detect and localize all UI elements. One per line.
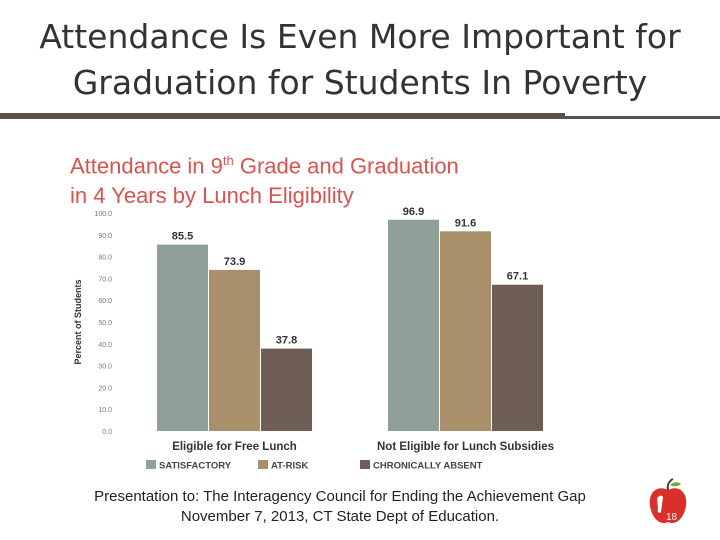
title-divider — [0, 113, 565, 119]
y-tick-label: 60.0 — [98, 298, 112, 306]
data-label: 73.9 — [223, 255, 246, 268]
legend-label: AT-RISK — [271, 460, 309, 472]
y-tick-label: 80.0 — [98, 254, 112, 262]
y-tick-label: 20.0 — [98, 385, 112, 393]
slide-title-line2: Graduation for Students In Poverty — [72, 63, 648, 102]
bar-satisfactory-2 — [388, 220, 439, 431]
chart-title-line1 — [70, 146, 630, 181]
y-tick-label: 70.0 — [98, 276, 112, 284]
title-divider-tail — [565, 116, 720, 119]
footer-citation — [60, 487, 620, 527]
y-tick-label: 40.0 — [98, 341, 112, 349]
slide-title-line1: Attendance Is Even More Important for — [39, 17, 681, 56]
y-tick-label: 90.0 — [98, 232, 112, 240]
legend-swatch — [360, 460, 370, 469]
page-number: 18 — [666, 512, 678, 523]
y-tick-label: 30.0 — [98, 363, 112, 371]
title-band — [0, 0, 720, 112]
chart-title-part2: Grade and Graduation — [233, 153, 459, 179]
bar-chart — [60, 200, 580, 480]
data-label: 67.1 — [506, 270, 529, 283]
data-label: 37.8 — [275, 334, 298, 347]
chart-title-line2: in 4 Years by Lunch Eligibility — [70, 183, 354, 209]
bar-chronically-absent-1 — [261, 349, 312, 431]
data-label: 91.6 — [454, 217, 477, 230]
data-label: 85.5 — [171, 230, 194, 243]
y-tick-label: 50.0 — [98, 320, 112, 327]
footer-line2: November 7, 2013, CT State Dept of Education. — [180, 508, 500, 525]
bar-at-risk-1 — [209, 270, 260, 431]
chart-title-part1: Attendance in 9 — [70, 153, 223, 179]
category-label: Eligible for Free Lunch — [172, 441, 297, 453]
y-tick-label: 100.0 — [94, 211, 112, 218]
bar-chronically-absent-2 — [492, 285, 543, 431]
legend-swatch — [146, 460, 156, 469]
legend-label: SATISFACTORY — [159, 460, 232, 472]
legend-label: CHRONICALLY ABSENT — [373, 460, 483, 472]
y-axis-label: Percent of Students — [73, 279, 83, 365]
y-tick-label: 0.0 — [102, 429, 112, 436]
bar-satisfactory-1 — [157, 245, 208, 431]
footer-line1: Presentation to: The Interagency Council for Ending the Achievement Gap — [94, 488, 586, 505]
chart-title-sup: th — [222, 153, 234, 168]
data-label: 96.9 — [402, 205, 425, 218]
legend-swatch — [258, 460, 268, 469]
bar-at-risk-2 — [440, 231, 491, 431]
y-tick-label: 10.0 — [98, 407, 112, 415]
category-label: Not Eligible for Lunch Subsidies — [377, 441, 554, 453]
slide-title — [0, 14, 720, 106]
